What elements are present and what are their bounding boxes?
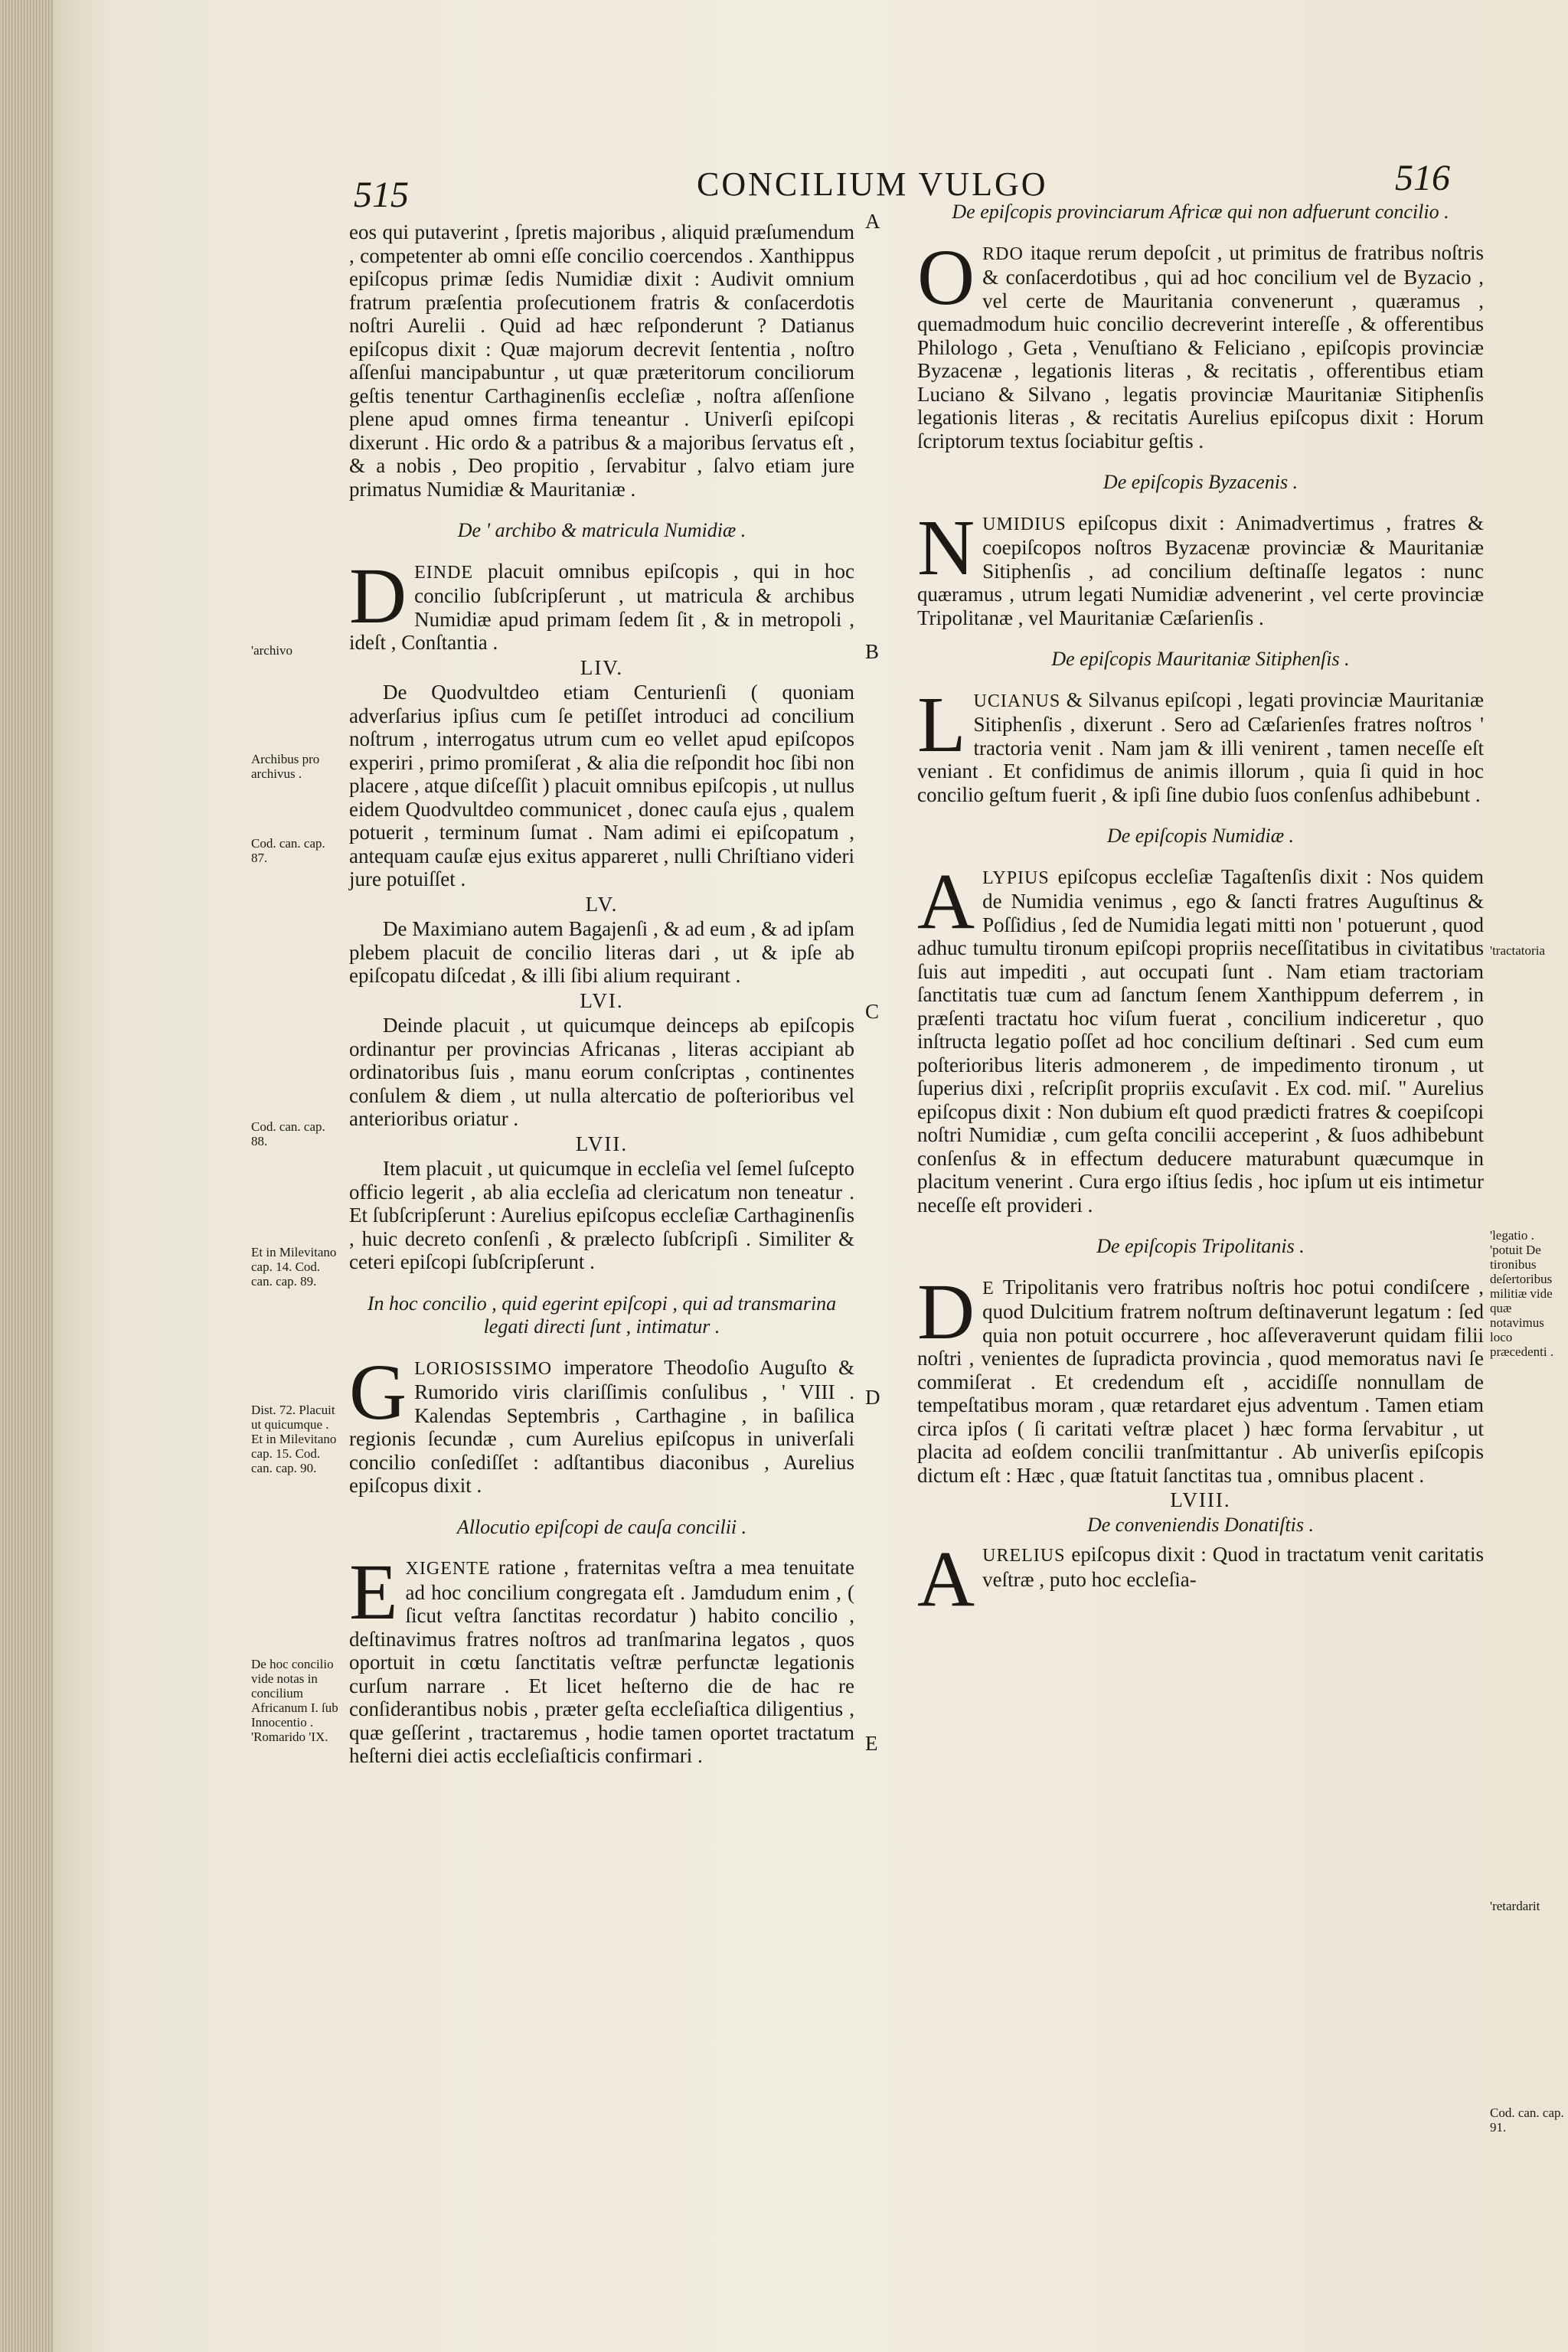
section-letter-d: D <box>865 1386 880 1409</box>
canon-56-text: Deinde placuit , ut quicumque deinceps ab epiſcopis ordinantur per provincias Africanas , literas accipiant ab ordinatoribus ſuis , manu eorum conſcriptas , continentes conſulem & diem , ut nulla altercatio de poſterioribus vel anterioribus oriatur . <box>349 1014 854 1130</box>
lead-word: UMIDIUS <box>982 514 1067 534</box>
lead-word: E <box>982 1278 995 1298</box>
heading-tripolitanis: De epiſcopis Tripolitanis . <box>1096 1235 1305 1257</box>
book-page-edges <box>0 0 54 2352</box>
paragraph-text: itaque rerum depoſcit , ut primitus de fratribus noſtris & conſacerdotibus , qui ad hoc concilium vel de Byzacio , vel certe de Mauritania convenerunt , quæramus , quemadmodum huic concilio decreverint intereſſe , & offerentibus Philologo , Geta , Venuſtiano & Feliciano , epiſcopis provinciæ Byzacenæ , legationis literas , & recitatis , offerentibus etiam Luciano & Silvano , legatis provinciæ Mauritaniæ Sitiphenſis legationis literas , & recitatis Aurelius epiſcopus dixit : Horum ſcriptorum textus ſociabitur geſtis . <box>917 240 1484 452</box>
heading-sitiphensis: De epiſcopis Mauritaniæ Sitiphenſis . <box>1051 648 1350 670</box>
section-letter-e: E <box>865 1732 878 1755</box>
page-number-right: 516 <box>1395 158 1450 198</box>
left-paragraph-continuation: eos qui putaverint , ſpretis majoribus , aliquid præſumendum , competenter ab omni eſſe concilio coercendos . Xanthippus epiſcopus primæ ſedis Numidiæ dixit : Audivit omnium fratrum præſentia proſecutionem fratris & conſacerdotis noſtri Aurelii . Quid ad hæc reſponderunt ? Datianus epiſcopus dixit : Quæ majorum decrevit ſententia , noſtro aſſenſui mancipabuntur , ut quæ præteritorum conciliorum geſtis tenentur Carthaginenſis eccleſiæ , noſtra aſſenſione plene apud omnes firma teneantur . Univerſi epiſcopi dixerunt . Hic ordo & a patribus & a majoribus ſervatus eſt , & a nobis , Deo propitio , ſervabitur , ſalvo etiam jure primatus Numidiæ & Mauritaniæ . <box>349 220 854 501</box>
right-column <box>917 201 1484 1623</box>
canon-57-text: Item placuit , ut quicumque in eccleſia vel ſemel ſuſcepto officio legerit , ab alia eccleſia ad clericatum non teneatur . Et ſubſcripſerunt : Aurelius epiſcopus eccleſiæ Carthaginenſis , huic decreto conſenſi , & prælecto ſubſcripſi . Similiter & ceteri epiſcopi ſubſcripſerunt . <box>349 1157 854 1273</box>
heading-transmarina: In hoc concilio , quid egerint epiſcopi , qui ad transmarina legati directi ſunt , intimatur . <box>367 1292 837 1338</box>
paragraph-alypius <box>917 857 1484 1217</box>
paragraph-ordo <box>917 233 1484 453</box>
page-number-left: 515 <box>354 175 409 215</box>
canon-number-58: LVIII. <box>1170 1488 1231 1511</box>
margin-note-left: Cod. can. cap. 88. <box>251 1119 325 1148</box>
margin-note-right: 'legatio . 'potuit De tironibus deſertoribus militiæ vide quæ notavimus loco præcedenti . <box>1490 1228 1554 1359</box>
margin-note-left: Cod. can. cap. 87. <box>251 836 325 865</box>
canon-number-55: LV. <box>585 892 619 916</box>
lead-word: URELIUS <box>982 1546 1066 1566</box>
paragraph-text: Tripolitanis vero fratribus noſtris hoc potui condiſcere , quod Dulcitium fratrem noſtrum deſtinaverunt legatum : ſed quia non potuit occurrere , hoc aſſeveraverunt quidam filii noſtri , venientes de ſupradicta provincia , quod memoratus navi ſe commiſerat . Et credendum eſt , accidiſſe nonnullam de tempeſtatibus moram , quæ retardaret ejus adventum . Tamen etiam circa ipſos ( ſi caritati veſtræ placet ) hæc forma ſervabitur , ut placita ad eoſdem concilii tranſmittantur . Ab univerſis epiſcopis dictum eſt : Hæc , quæ ſtatuit ſanctitas tua , omnibus placent . <box>917 1275 1484 1487</box>
lead-word: LYPIUS <box>982 867 1050 888</box>
canon-number-54: LIV. <box>580 655 624 679</box>
heading-allocutio: Allocutio epiſcopi de cauſa concilii . <box>456 1515 747 1538</box>
drop-capital: E <box>349 1548 398 1636</box>
paragraph-lucianus <box>917 680 1484 807</box>
lead-word: EINDE <box>414 562 474 583</box>
heading-archivo: De ' archibo & matricula Numidiæ . <box>457 519 746 541</box>
paragraph-text: epiſcopus eccleſiæ Tagaſtenſis dixit : Nos quidem de Numidia venimus , ego & ſancti fratres Auguſtinus & Poſſidius , ſed de Numidia legati mitti non ' potuerunt , quod adhuc tumultu tironum epiſcopi propriis neceſſitatibus in civitatibus ſuis aut impediti , aut occupati ſunt . Nam etiam tractoriam ſanctitatis tuæ cum ad ſanctum ſenem Xanthippum deferrem , in præſenti tractatu hoc viſum fuerat , concilium indiceretur , quo inſtructa legatio poſſet ad hoc concilium deſtinari . Sed cum eum poſterioribus literis admonerem , de impedimento tironum , ut ſuperius dixi , reſcripſit propriis excuſavit . Ex cod. miſ. " Aurelius epiſcopus dixit : Non dubium eſt quod prædicti fratres & coepiſcopi noſtri Numidiæ , cum geſta concilii acceperint , & ſuos adhibebunt conſenſus & in effectum deducere maturabunt quæcumque in placitum venerint . Cura ergo iſtius ſedis , hoc ipſum ut eis intimetur neceſſe eſt provideri . <box>917 864 1484 1217</box>
paragraph-exigente <box>349 1548 854 1768</box>
lead-word: XIGENTE <box>405 1559 491 1579</box>
canon-number-56: LVI. <box>580 988 624 1012</box>
running-title: CONCILIUM VULGO <box>697 165 1048 203</box>
margin-note-left: Archibus pro archivus . <box>251 752 320 781</box>
drop-capital: G <box>349 1348 407 1436</box>
paragraph-text: ratione , fraternitas veſtra a mea tenuitate ad hoc concilium congregata eſt . Jamdudum enim , ( ſicut veſtra ſanctitas recordatur ) habito concilio , deſtinavimus fratres noſtros ad tranſmarina legatos , quos oportuit in cœtu ſanctitatis veſtræ perfunctæ legationis curſum narrare . Et licet heſterno die de hac re conſiderantibus nobis , præter geſta eccleſiaſtica diligentius , quæ geſſerint , tractaremus , hodie tamen oportet tractatum heſterni diei actis eccleſiaſticis confirmari . <box>349 1556 854 1767</box>
section-letter-b: B <box>865 640 880 663</box>
canon-54-text: De Quodvultdeo etiam Centurienſi ( quoniam adverſarius ipſius cum ſe petiſſet introduci ad concilium noſtrum , interrogatus utrum cum eo vellet apud epiſcopos experiri , primo promiſerat , & alia die reſpondit hoc ſibi non placere , atque diſceſſit ) placuit omnibus epiſcopis , ut nullus eidem Quodvultdeo communicet , donec cauſa ejus , qualem potuerit , terminum ſumat . Nam adimi ei epiſcopatum , antequam cauſæ ejus exitus appareret , nulli Chriſtiano videri jure potuiſſet . <box>349 681 854 890</box>
paragraph-text: placuit omnibus epiſcopis , qui in hoc concilio ſubſcripſerunt , ut matricula & archibus Numidiæ apud primam ſedem ſit , & in metropoli , ideſt , Conſtantia . <box>349 559 854 654</box>
paragraph-de-tripolitanis <box>917 1267 1484 1488</box>
margin-note-right: 'tractatoria <box>1490 943 1545 958</box>
paragraph-text: & Silvanus epiſcopi , legati provinciæ Mauritaniæ Sitiphenſis , dixerunt . Sero ad Cæſarienſes fratres noſtros ' tractoria venit . Nam jam & illi venirent , tamen neceſſe eſt veniant . Et confidimus de animis illorum , quia ſi quid in hoc concilio geſtum fuerit , & ipſi ſine dubio ſuos conſenſus adhibebunt . <box>917 688 1484 806</box>
paragraph-text: imperatore Theodoſio Auguſto & Rumorido viris clariſſimis conſulibus , ' VIII . Kalendas Septembris , Carthagine , in baſilica regionis ſecundæ , cum Aurelius epiſcopus in univerſali concilio conſediſſet : adſtantibus diaconibus , Aurelius epiſcopus dixit . <box>349 1355 854 1497</box>
lead-word: LORIOSISSIMO <box>414 1358 553 1379</box>
margin-note-right: 'retardarit <box>1490 1899 1540 1913</box>
drop-capital: A <box>917 1535 975 1623</box>
drop-capital: L <box>917 680 966 769</box>
paragraph-gloriosissimo <box>349 1348 854 1498</box>
left-column <box>349 220 854 1768</box>
paragraph-deinde <box>349 551 854 655</box>
lead-word: UCIANUS <box>973 691 1061 711</box>
section-letter-c: C <box>865 1000 880 1023</box>
drop-capital: A <box>917 857 975 946</box>
lead-word: RDO <box>982 243 1024 264</box>
margin-note-left: 'archivo <box>251 643 293 658</box>
paragraph-text: epiſcopus dixit : Animadvertimus , fratres & coepiſcopos noſtros Byzacenæ provinciæ & Mauritaniæ Sitiphenſis , ad concilium deſtinaſſe legatos : nunc quæramus , utrum legati Numidiæ advenerint , vel certe provinciæ Tripolitanæ , vel Mauritaniæ Cæſarienſis . <box>917 511 1484 629</box>
canon-55-text: De Maximiano autem Bagajenſi , & ad eum , & ad ipſam plebem placuit de concilio literas dari , ut & ipſe ab epiſcopatu diſcedat , & illi ſibi alium requirant . <box>349 917 854 987</box>
drop-capital: D <box>349 551 407 640</box>
drop-capital: O <box>917 233 975 322</box>
book-page <box>54 0 1568 2352</box>
paragraph-aurelius <box>917 1535 1484 1623</box>
drop-capital: N <box>917 503 975 592</box>
paragraph-text: epiſcopus dixit : Quod in tractatum venit caritatis veſtræ , puto hoc eccleſia- <box>982 1543 1484 1591</box>
heading-donatistis: De conveniendis Donatiſtis . <box>1086 1513 1315 1536</box>
margin-note-left: Dist. 72. Placuit ut quicumque . Et in Milevitano cap. 15. Cod. can. cap. 90. <box>251 1403 337 1475</box>
drop-capital: D <box>917 1267 975 1356</box>
heading-byzacenis: De epiſcopis Byzacenis . <box>1102 471 1298 493</box>
margin-note-right: Cod. can. cap. 91. <box>1490 2105 1564 2135</box>
heading-provinciarum: De epiſcopis provinciarum Africæ qui non adfuerunt concilio . <box>952 201 1449 223</box>
paragraph-numidius <box>917 503 1484 630</box>
margin-note-left: De hoc concilio vide notas in concilium Africanum I. ſub Innocentio . 'Romarido 'IX. <box>251 1657 338 1744</box>
heading-numidiae: De epiſcopis Numidiæ . <box>1106 825 1295 847</box>
canon-number-57: LVII. <box>575 1132 629 1155</box>
section-letter-a: A <box>865 210 880 233</box>
margin-note-left: Et in Milevitano cap. 14. Cod. can. cap. 89. <box>251 1245 337 1289</box>
